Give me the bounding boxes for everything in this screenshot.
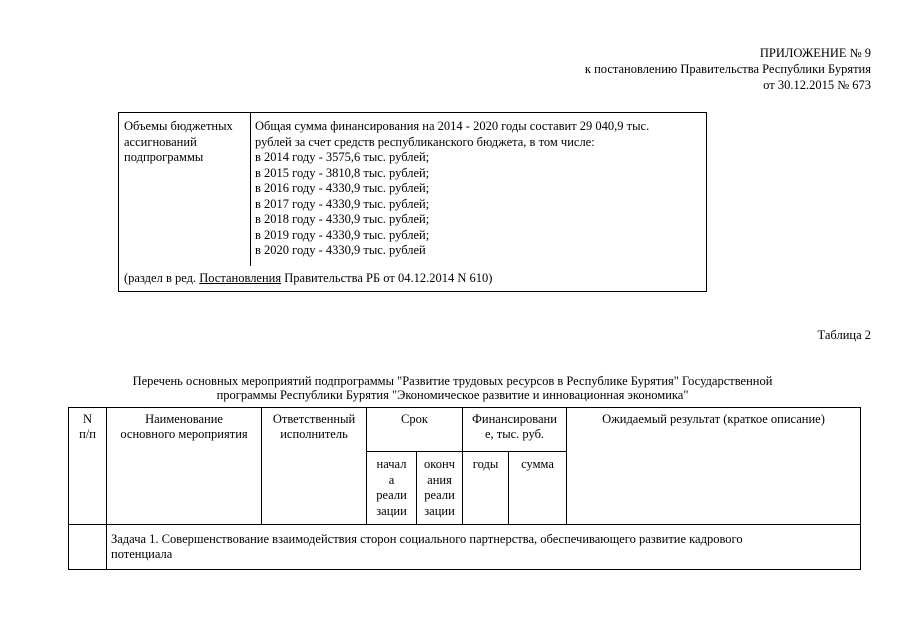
subheader-line: реали [424,488,455,502]
subheader-line: ания [427,472,452,487]
table-border-right [860,407,861,570]
budget-label-line: подпрограммы [124,150,204,164]
header-line: Финансировани [472,412,557,426]
col-header-term: Срок [401,412,428,426]
table-subheader-line [366,451,566,452]
col-header-responsible [262,412,366,442]
revision-note-prefix: (раздел в ред. [124,271,200,285]
subheader-line: реали [376,488,407,502]
table-header-bottom [68,524,861,525]
budget-year-line: в 2015 году - 3810,8 тыс. рублей; [255,165,430,180]
budget-year-line: в 2018 году - 4330,9 тыс. рублей; [255,212,430,226]
budget-allocation-box [118,112,707,292]
budget-year-line: в 2016 году - 4330,9 тыс. рублей; [255,181,430,195]
col-header-name [107,412,261,442]
subheader-line: зации [376,503,407,518]
budget-label-line: ассигнований [124,134,197,149]
subheader-line: а [388,472,395,487]
table-caption-line-1: Перечень основных мероприятий подпрограммы "Развитие трудовых ресурсов в Республике Бурятия" Государственной [132,374,773,388]
header-line: N [82,412,93,426]
subheader-line: оконч [424,457,455,471]
budget-year-line: в 2017 году - 4330,9 тыс. рублей; [255,196,430,211]
budget-divider [250,113,251,266]
col-header-financing [463,412,566,442]
col-header-number [69,412,106,442]
subheader-start [367,457,416,519]
resolution-reference: к постановлению Правительства Республики Бурятия [584,62,871,76]
measures-table [68,407,861,570]
table-border-top [68,407,861,408]
subheader-line: зации [424,503,455,518]
budget-year-line: в 2020 году - 4330,9 тыс. рублей [255,243,426,257]
appendix-title: ПРИЛОЖЕНИЕ № 9 [759,46,871,60]
budget-text-line: Общая сумма финансирования на 2014 - 2020 годы составит 29 040,9 тыс. [255,119,650,133]
resolution-link[interactable]: Постановления [199,271,282,285]
subheader-sum: сумма [521,457,554,471]
header-line: основного мероприятия [120,427,248,441]
header-line: Ответственный [272,412,356,426]
budget-label-line: Объемы бюджетных [124,119,233,133]
header-line: Наименование [145,412,223,426]
table-border-bottom [68,569,861,570]
budget-text [255,119,703,259]
budget-label [124,119,248,166]
header-line: п/п [79,427,96,441]
table-number: Таблица 2 [817,328,871,342]
col-header-result: Ожидаемый результат (краткое описание) [602,412,825,426]
revision-note-suffix: Правительства РБ от 04.12.2014 N 610) [281,271,493,285]
revision-note [124,271,492,287]
header-line: е, тыс. руб. [484,427,545,441]
task-text-line: Задача 1. Совершенствование взаимодействия сторон социального партнерства, обеспечивающего развитие кадрового [111,532,743,546]
subheader-line: начал [376,457,407,471]
table-caption-line-2: программы Республики Бурятия "Экономическое развитие и инновационная экономика" [216,388,689,402]
budget-text-line: рублей за счет средств республиканского бюджета, в том числе: [255,134,595,149]
task-row [111,532,856,562]
budget-year-line: в 2014 году - 3575,6 тыс. рублей; [255,150,430,164]
header-line: исполнитель [280,427,348,441]
task-text-line: потенциала [111,547,173,561]
resolution-date: от 30.12.2015 № 673 [763,78,871,92]
budget-year-line: в 2019 году - 4330,9 тыс. рублей; [255,227,430,242]
subheader-end [417,457,462,519]
subheader-years: годы [472,457,499,471]
